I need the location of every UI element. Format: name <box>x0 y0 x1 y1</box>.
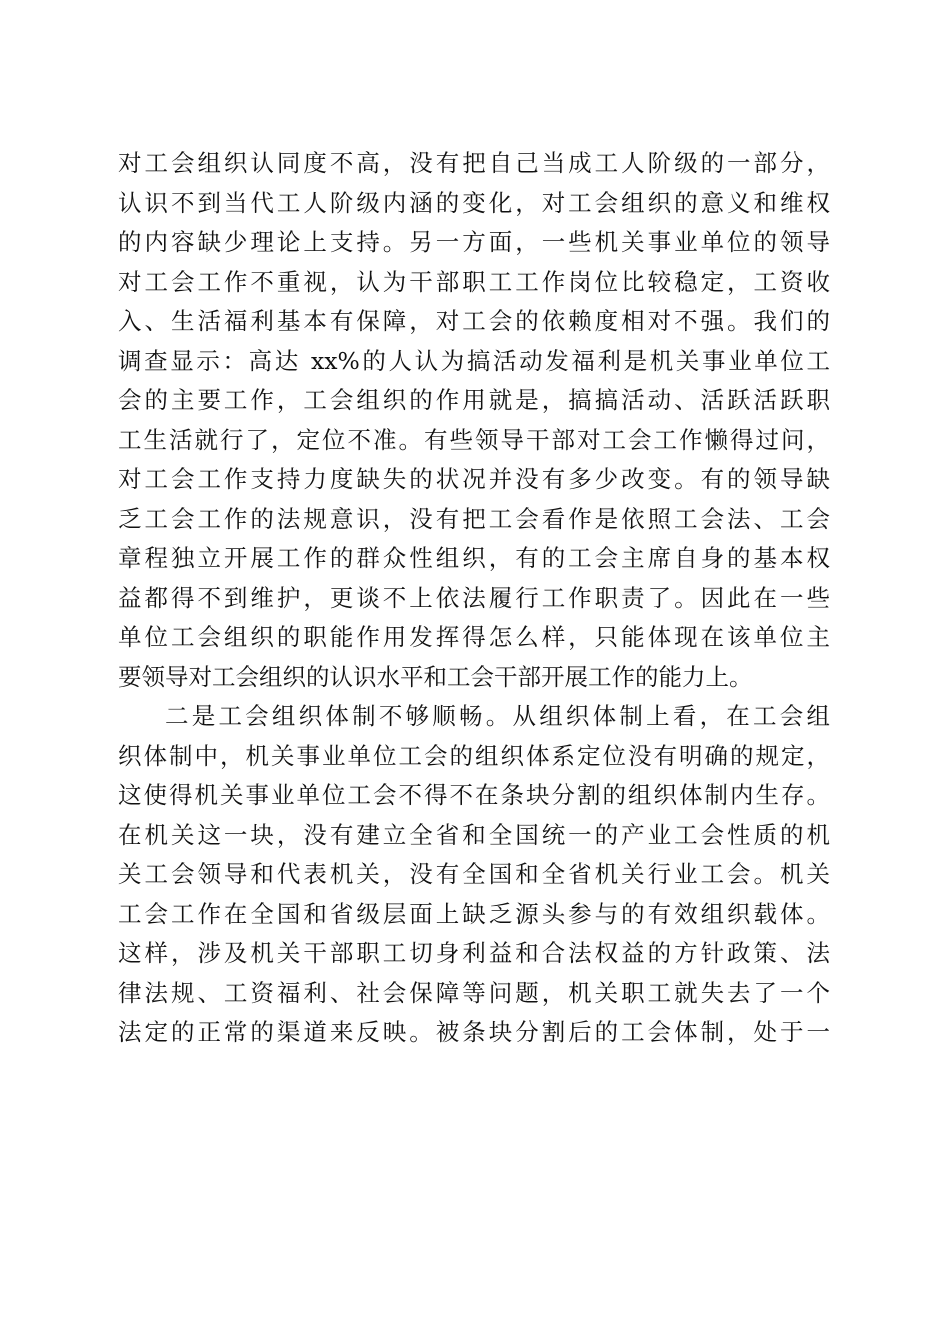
paragraph-end-line: 要领导对工会组织的认识水平和工会干部开展工作的能力上。 <box>118 662 753 691</box>
text-line: 的内容缺少理论上支持。另一方面，一些机关事业单位的领导 <box>118 228 830 256</box>
paragraph-first-line: 二是工会组织体制不够顺畅。从组织体制上看，在工会组 <box>165 702 830 730</box>
text-line: 对工会工作支持力度缺失的状况并没有多少改变。有的领导缺 <box>118 465 830 493</box>
text-line: 织体制中，机关事业单位工会的组织体系定位没有明确的规定， <box>118 741 830 770</box>
text-line: 对工会组织认同度不高，没有把自己当成工人阶级的一部分， <box>118 149 830 177</box>
text-line: 认识不到当代工人阶级内涵的变化，对工会组织的意义和维权 <box>118 188 830 217</box>
text-line: 这使得机关事业单位工会不得不在条块分割的组织体制内生存。 <box>118 781 830 809</box>
text-line: 章程独立开展工作的群众性组织，有的工会主席自身的基本权 <box>118 544 830 572</box>
body-text <box>118 144 830 1053</box>
text-line: 法定的正常的渠道来反映。被条块分割后的工会体制，处于一 <box>118 1018 830 1046</box>
text-line: 入、生活福利基本有保障，对工会的依赖度相对不强。我们的 <box>118 307 830 335</box>
text-line: 在机关这一块，没有建立全省和全国统一的产业工会性质的机 <box>118 820 830 849</box>
text-line: 工生活就行了，定位不准。有些领导干部对工会工作懒得过问， <box>118 425 830 454</box>
text-line: 会的主要工作，工会组织的作用就是，搞搞活动、活跃活跃职 <box>118 386 830 414</box>
text-line: 律法规、工资福利、社会保障等问题，机关职工就失去了一个 <box>118 978 830 1007</box>
text-line: 对工会工作不重视，认为干部职工工作岗位比较稳定，工资收 <box>118 267 830 296</box>
text-line: 这样，涉及机关干部职工切身利益和合法权益的方针政策、法 <box>118 939 830 967</box>
text-line: 工会工作在全国和省级层面上缺乏源头参与的有效组织载体。 <box>118 899 830 928</box>
text-line: 乏工会工作的法规意识，没有把工会看作是依照工会法、工会 <box>118 504 830 533</box>
text-line: 单位工会组织的职能作用发挥得怎么样，只能体现在该单位主 <box>118 623 830 651</box>
text-line: 益都得不到维护，更谈不上依法履行工作职责了。因此在一些 <box>118 583 830 612</box>
text-line: 关工会领导和代表机关，没有全国和全省机关行业工会。机关 <box>118 860 830 888</box>
text-line: 调查显示：高达 xx%的人认为搞活动发福利是机关事业单位工 <box>118 346 830 375</box>
